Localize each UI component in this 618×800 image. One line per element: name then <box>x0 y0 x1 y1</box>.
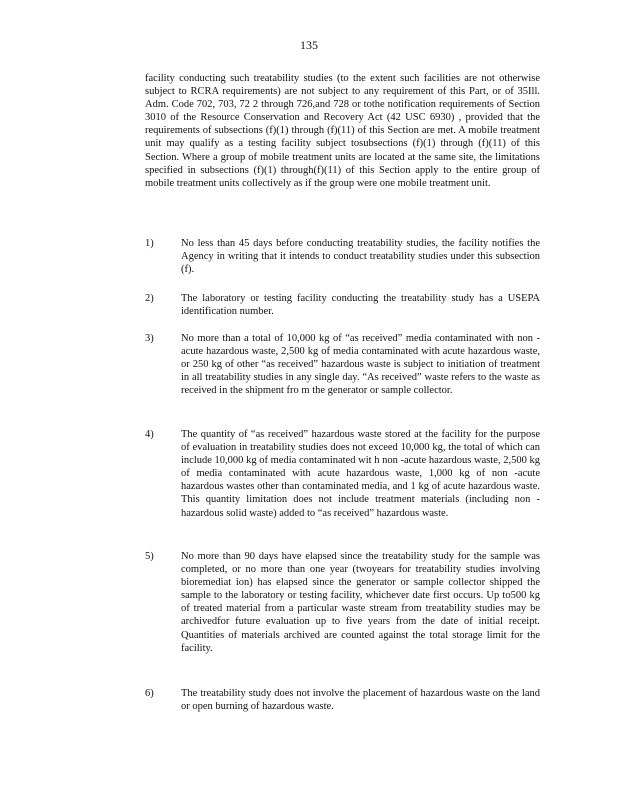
list-item <box>145 292 540 318</box>
item-number: 2) <box>145 293 154 304</box>
item-number: 1) <box>145 238 154 249</box>
item-number: 6) <box>145 688 154 699</box>
list-item <box>145 332 540 397</box>
item-text: The quantity of “as received” hazardous waste stored at the facility for the purpose of evaluation in treatability studies does not exceed 10,000 kg, the total of which can include 10,000 kg of media contaminated wit h non -acute hazardous waste, 2,500 kg of media contaminated with acute hazardous waste, 1,000 kg of non -acute hazardous wastes other than contaminated media, and 1 kg of acute hazardous waste. This quantity limitation does not include treatment materials (including non -hazardous solid waste) added to “as received” hazardous waste. <box>181 429 540 519</box>
item-text: No more than 90 days have elapsed since the treatability study for the sample was completed, or no more than one year (twoyears for treatability studies involving bioremediat ion) has elapsed since the generator or sample collector shipped the sample to the laboratory or testing facility, whichever date first occurs. Up to500 kg of treated material from a particular waste stream from treatability studies may be archivedfor future evaluation up to five years from the date of initial receipt. Quantities of materials archived are counted against the total storage limit for the facility. <box>181 551 540 654</box>
item-number: 5) <box>145 551 154 562</box>
intro-paragraph: facility conducting such treatability studies (to the extent such facilities are not otherwise subject to RCRA requirements) are not subject to any requirement of this Part, or of 35Ill. Adm. Code 702, 703, 72 2 through 726,and 728 or tothe notification requirements of Section 3010 of the Resource Conservation and Recovery Act (42 USC 6930) , provided that the requirements of subsections (f)(1) through (f)(11) of this Section are met. A mobile treatment unit may qualify as a testing facility subject tosubsections (f)(1) through (f)(11) of this Section. Where a group of mobile treatment units are located at the same site, the limitations specified in subsections (f)(1) through(f)(11) of this Section apply to the entire group of mobile treatment units collectively as if the group were one mobile treatment unit. <box>145 73 540 189</box>
page-number: 135 <box>300 38 318 52</box>
item-text: The treatability study does not involve the placement of hazardous waste on the land or open burning of hazardous waste. <box>181 688 540 713</box>
list-item <box>145 550 540 655</box>
item-text: No less than 45 days before conducting treatability studies, the facility notifies the Agency in writing that it intends to conduct treatability studies under this subsection (f). <box>181 238 540 276</box>
list-item <box>145 237 540 276</box>
list-item <box>145 428 540 520</box>
list-item <box>145 687 540 713</box>
item-text: The laboratory or testing facility conducting the treatability study has a USEPA identification number. <box>181 293 540 318</box>
item-number: 4) <box>145 429 154 440</box>
item-text: No more than a total of 10,000 kg of “as received” media contaminated with non -acute hazardous waste, 2,500 kg of media contaminated with acute hazardous waste, or 250 kg of other “as received” hazardous waste is subject to initiation of treatment in all treatability studies in any single day. “As received” waste refers to the waste as received in the shipment fro m the generator or sample collector. <box>181 333 540 397</box>
item-number: 3) <box>145 333 154 344</box>
